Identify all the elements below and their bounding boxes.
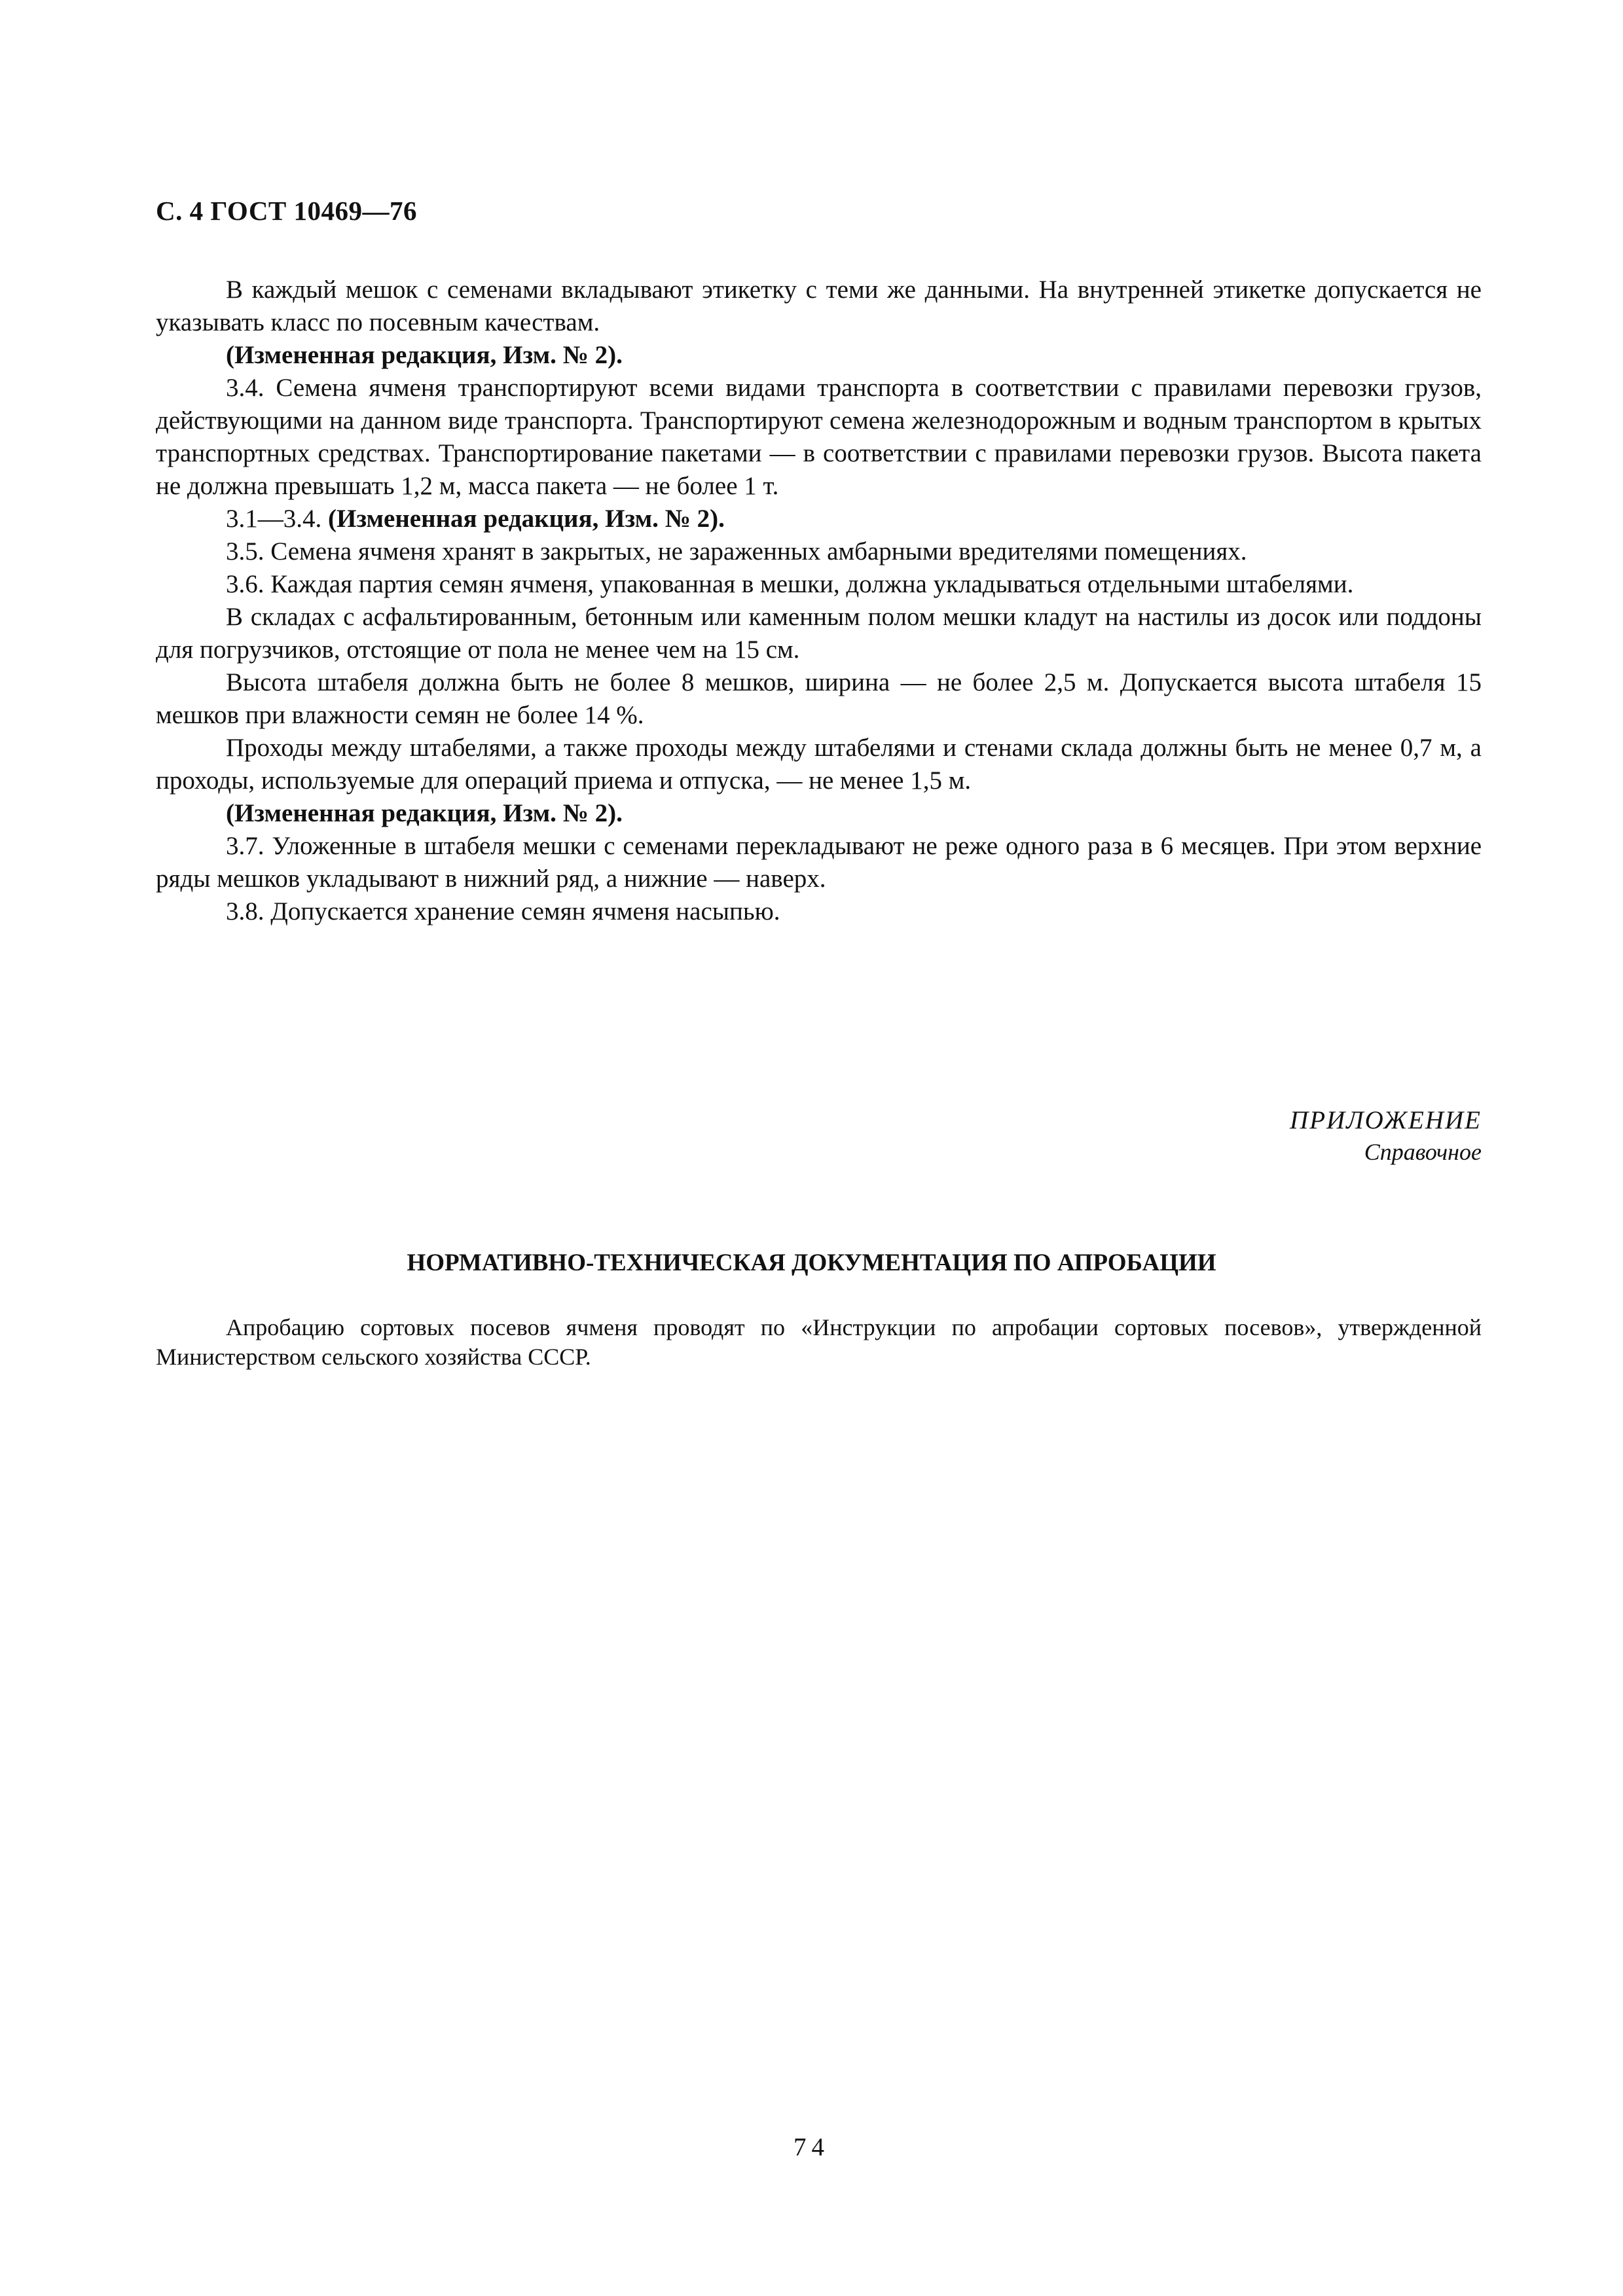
paragraph-warehouse-floor: В складах с асфальтированным, бетонным или каменным полом мешки кладут на настилы из досок или поддоны для погрузчиков, отстоящие от пола не менее чем на 15 см. <box>156 603 1482 664</box>
amendment-range <box>156 503 1482 535</box>
page-number: 74 <box>793 2133 830 2161</box>
clause-3-6: 3.6. Каждая партия семян ячменя, упакованная в мешки, должна укладываться отдельными штабелями. <box>226 570 1354 598</box>
appendix-label <box>1290 1105 1482 1168</box>
clause-range: 3.1—3.4. <box>226 505 328 533</box>
amendment-note: (Измененная редакция, Изм. № 2). <box>226 799 623 827</box>
paragraph-label: В каждый мешок с семенами вкладывают этикетку с теми же данными. На внутренней этикетке допускается не указывать класс по посевным качествам. <box>156 276 1482 336</box>
main-text <box>156 274 1482 928</box>
clause-3-5: 3.5. Семена ячменя хранят в закрытых, не зараженных амбарными вредителями помещениях. <box>226 537 1247 565</box>
clause-3-8: 3.8. Допускается хранение семян ячменя насыпью. <box>226 897 780 925</box>
paragraph-stack-height: Высота штабеля должна быть не более 8 мешков, ширина — не более 2,5 м. Допускается высота штабеля 15 мешков при влажности семян не более 14 %. <box>156 668 1482 729</box>
paragraph-passages: Проходы между штабелями, а также проходы между штабелями и стенами склада должны быть не менее 0,7 м, а проходы, используемые для операций приема и отпуска, — не менее 1,5 м. <box>156 734 1482 795</box>
appendix-heading: НОРМАТИВНО-ТЕХНИЧЕСКАЯ ДОКУМЕНТАЦИЯ ПО АПРОБАЦИИ <box>407 1249 1216 1276</box>
clause-3-7: 3.7. Уложенные в штабеля мешки с семенами перекладывают не реже одного раза в 6 месяцев. При этом верхние ряды мешков укладывают в нижний ряд, а нижние — наверх. <box>156 832 1482 893</box>
appendix-type: Справочное <box>1364 1139 1482 1165</box>
clause-3-4: 3.4. Семена ячменя транспортируют всеми видами транспорта в соответствии с правилами перевозки грузов, действующими на данном виде транспорта. Транспортируют семена железнодорожным и водным транспортом в крытых транспортных средствах. Транспортирование пакетами — в соответствии с правилами перевозки грузов. Высота пакета не должна превышать 1,2 м, масса пакета — не более 1 т. <box>156 374 1482 500</box>
amendment-note: (Измененная редакция, Изм. № 2). <box>226 341 623 369</box>
amendment-note: (Измененная редакция, Изм. № 2). <box>328 505 725 533</box>
appendix-text: Апробацию сортовых посевов ячменя проводят по «Инструкции по апробации сортовых посевов», утвержденной Министерством сельского хозяйства СССР. <box>156 1314 1482 1370</box>
appendix-title: ПРИЛОЖЕНИЕ <box>1290 1106 1482 1134</box>
page-header: С. 4 ГОСТ 10469—76 <box>156 196 418 226</box>
